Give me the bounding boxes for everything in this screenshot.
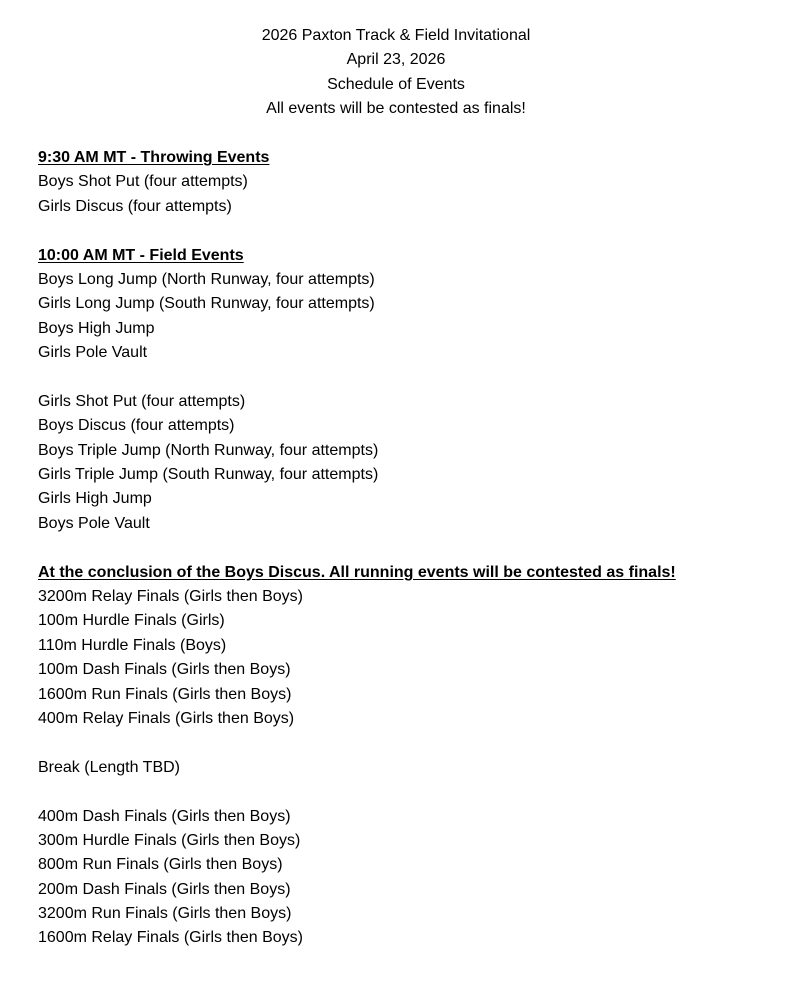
event-item: Girls Discus (four attempts) [38, 197, 232, 215]
event-item: 1600m Relay Finals (Girls then Boys) [38, 929, 303, 947]
document-body [0, 146, 792, 951]
event-item: Boys Pole Vault [38, 514, 150, 532]
finals-note: All events will be contested as finals! [266, 100, 526, 118]
schedule-subtitle: Schedule of Events [327, 75, 465, 93]
event-item: Boys Discus (four attempts) [38, 417, 235, 435]
event-item: Boys High Jump [38, 319, 155, 337]
section-heading-field: 10:00 AM MT - Field Events [38, 246, 244, 264]
meet-title: 2026 Paxton Track & Field Invitational [261, 27, 531, 44]
event-item: 400m Relay Finals (Girls then Boys) [38, 709, 295, 727]
event-item: Girls Long Jump (South Runway, four attempts) [38, 295, 375, 313]
event-item: 3200m Relay Finals (Girls then Boys) [38, 587, 303, 605]
event-item: 800m Run Finals (Girls then Boys) [38, 856, 283, 874]
spacer [38, 780, 772, 804]
event-item: Girls Shot Put (four attempts) [38, 392, 246, 410]
event-item: Girls High Jump [38, 490, 152, 508]
event-item: 400m Dash Finals (Girls then Boys) [38, 807, 291, 825]
spacer [38, 365, 772, 389]
event-item: Boys Long Jump (North Runway, four attempts) [38, 270, 375, 288]
event-item: Girls Triple Jump (South Runway, four attempts) [38, 466, 379, 484]
spacer [38, 219, 772, 243]
event-item: 100m Dash Finals (Girls then Boys) [38, 661, 291, 679]
meet-date: April 23, 2026 [346, 51, 446, 69]
event-item: Girls Pole Vault [38, 344, 148, 362]
spacer [0, 122, 792, 146]
spacer [38, 536, 772, 560]
document-header [0, 24, 792, 122]
spacer [38, 731, 772, 755]
section-heading-running: At the conclusion of the Boys Discus. All running events will be contested as finals! [38, 563, 676, 581]
event-item: 1600m Run Finals (Girls then Boys) [38, 685, 292, 703]
event-item: 3200m Run Finals (Girls then Boys) [38, 905, 292, 923]
schedule-document [0, 24, 792, 951]
section-heading-throwing: 9:30 AM MT - Throwing Events [38, 148, 270, 166]
event-item: Boys Triple Jump (North Runway, four attempts) [38, 441, 379, 459]
break-note: Break (Length TBD) [38, 758, 180, 776]
event-item: 100m Hurdle Finals (Girls) [38, 612, 225, 630]
event-item: Boys Shot Put (four attempts) [38, 173, 248, 191]
event-item: 200m Dash Finals (Girls then Boys) [38, 880, 291, 898]
event-item: 110m Hurdle Finals (Boys) [38, 636, 227, 654]
event-item: 300m Hurdle Finals (Girls then Boys) [38, 831, 301, 849]
